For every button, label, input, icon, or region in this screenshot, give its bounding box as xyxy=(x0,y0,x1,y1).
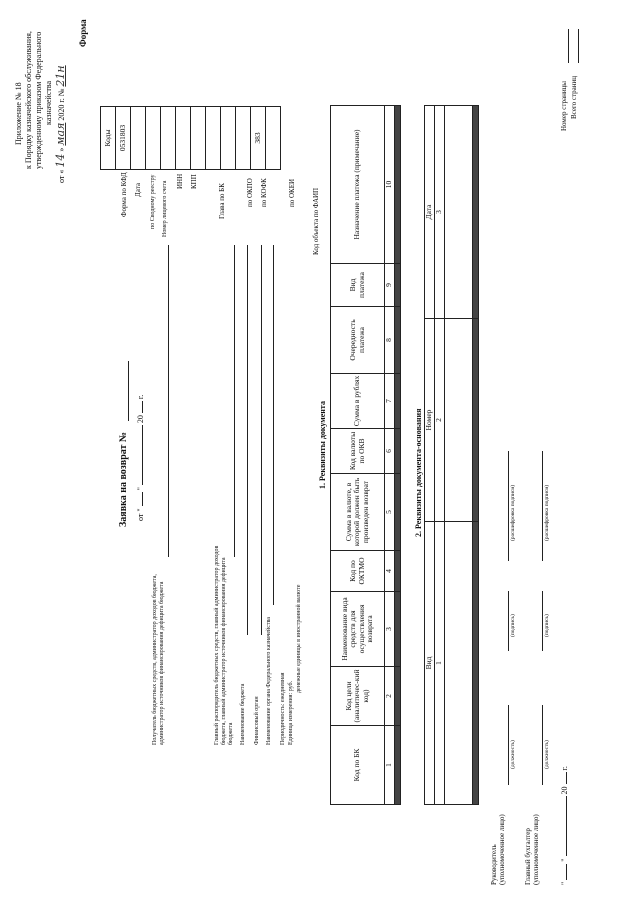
main-admin-label-2: бюджета, главный администратор источников финансирования дефицита xyxy=(221,557,227,745)
title-month-field[interactable] xyxy=(142,425,143,485)
col-num-5: 5 xyxy=(385,474,395,551)
col-header-okv: Код валюты по ОКВ xyxy=(331,429,385,474)
chief-label-2: (уполномоченное лицо) xyxy=(532,814,540,885)
label-bk-head: Глава по БК xyxy=(218,183,226,219)
label-inn: ИНН xyxy=(176,173,184,189)
total-pages-label: Всего страниц xyxy=(570,75,578,119)
date-prefix: от « xyxy=(57,169,66,183)
main-admin-field[interactable] xyxy=(234,245,235,557)
label-okpo: по ОКПО xyxy=(246,178,254,207)
sign-date-close: " xyxy=(560,858,569,862)
title-date-mid: " xyxy=(136,487,145,491)
sign-year-field[interactable] xyxy=(566,772,567,784)
s2-header-number: Номер xyxy=(425,319,435,522)
number-prefix: № xyxy=(57,88,66,97)
budget-name-field[interactable] xyxy=(247,245,248,635)
fin-organ-label: Финансовый орган xyxy=(254,696,260,745)
recipient-label-2: администратор источников финансирования дефицита бюджета xyxy=(159,581,165,745)
code-inn-value[interactable] xyxy=(176,107,191,170)
currency-note: денежные единицы в иностранной валюте xyxy=(296,584,302,693)
title-date-open: от " xyxy=(136,508,145,521)
col-num-7: 7 xyxy=(385,374,395,429)
col-num-3: 3 xyxy=(385,592,395,667)
title-g: г. xyxy=(136,394,145,400)
order-number: 21н xyxy=(54,65,67,87)
codes-header: Коды xyxy=(101,107,116,170)
col-num-4: 4 xyxy=(385,551,395,592)
col-header-purpose: Назначение платежа (примечание) xyxy=(331,106,385,264)
head-position-field[interactable] xyxy=(508,705,509,785)
col-header-target: Код цели (аналитичес-кий код) xyxy=(331,667,385,726)
budget-name-label: Наименование бюджета xyxy=(240,683,246,745)
section-2-title: 2. Реквизиты документа-основания xyxy=(414,408,423,537)
chief-decoding-caption: (расшифровка подписи) xyxy=(544,484,550,541)
recipient-label-1: Получатель бюджетных средств, администратор доходов бюджета, xyxy=(152,574,158,745)
col-num-2: 2 xyxy=(385,667,395,726)
head-label-2: (уполномоченное лицо) xyxy=(498,814,506,885)
sign-date-open: " xyxy=(560,881,569,885)
main-admin-label-1: Главный распорядитель бюджетных средств, главный администратор доходов xyxy=(214,545,220,745)
unit-label: Единица измерения: руб. xyxy=(288,680,294,745)
sign-month-field[interactable] xyxy=(566,796,567,856)
s2-num-1: 1 xyxy=(435,522,445,805)
head-signature-field[interactable] xyxy=(508,591,509,651)
code-registry-value[interactable] xyxy=(146,107,161,170)
section-1-data-row[interactable] xyxy=(395,106,401,805)
total-pages-field[interactable] xyxy=(578,29,579,63)
order-day: 14 xyxy=(54,153,67,168)
fin-organ-field[interactable] xyxy=(261,245,262,635)
title-year-field[interactable] xyxy=(142,401,143,413)
col-header-payment-type: Вид платежа xyxy=(331,264,385,307)
head-position-caption: (должность) xyxy=(510,740,516,769)
label-okud: Форма по КФД xyxy=(120,172,128,217)
label-date: Дата xyxy=(134,183,142,197)
label-okei: по ОКЕИ xyxy=(288,178,296,207)
code-faip-value[interactable] xyxy=(266,107,281,170)
code-okpo-value[interactable] xyxy=(221,107,236,170)
title-year-prefix: 20 xyxy=(136,415,145,424)
section-1-title: 1. Реквизиты документа xyxy=(318,401,327,489)
sign-year-prefix: 20 xyxy=(560,786,569,795)
s2-header-date: Дата xyxy=(425,106,435,319)
codes-table xyxy=(100,106,281,170)
s2-num-3: 3 xyxy=(435,106,445,319)
col-num-1: 1 xyxy=(385,726,395,805)
chief-signature-field[interactable] xyxy=(542,591,543,651)
order-month: мая xyxy=(54,122,67,146)
form-title: Заявка на возврат № xyxy=(118,432,129,527)
head-decoding-caption: (расшифровка подписи) xyxy=(510,484,516,541)
code-okud-value[interactable]: 0531803 xyxy=(116,107,131,170)
appendix-line-4: казначейства xyxy=(44,80,53,125)
label-faip: Код объекта по ФАИП xyxy=(312,187,320,255)
head-label-1: Руководитель xyxy=(490,844,498,885)
chief-label-1: Главный бухгалтер xyxy=(524,828,532,885)
title-day-field[interactable] xyxy=(142,492,143,506)
sign-day-field[interactable] xyxy=(566,864,567,880)
code-okei-value[interactable]: 383 xyxy=(251,107,266,170)
chief-position-field[interactable] xyxy=(542,705,543,785)
section-1-table xyxy=(330,105,401,805)
appendix-line-2: к Порядку казначейского обслуживания, xyxy=(24,31,33,169)
page-number-field[interactable] xyxy=(568,29,569,63)
chief-decoding-field[interactable] xyxy=(542,451,543,561)
code-kpp-value[interactable] xyxy=(191,107,206,170)
code-date-value[interactable] xyxy=(131,107,146,170)
col-num-6: 6 xyxy=(385,429,395,474)
code-account-value[interactable] xyxy=(161,107,176,170)
order-year: 2020 г. xyxy=(57,98,66,121)
col-num-8: 8 xyxy=(385,307,395,374)
fk-organ-label: Наименование органа Федерального казначейства xyxy=(266,617,272,745)
col-num-9: 9 xyxy=(385,264,395,307)
form-label: Форма xyxy=(78,19,88,47)
label-kofk: по КОФК xyxy=(260,178,268,207)
col-header-priority: Очередность платежа xyxy=(331,307,385,374)
col-header-bk: Код по БК xyxy=(331,726,385,805)
request-number-field[interactable] xyxy=(128,361,129,421)
chief-signature-caption: (подпись) xyxy=(544,614,550,637)
head-signature-caption: (подпись) xyxy=(510,614,516,637)
recipient-field[interactable] xyxy=(168,245,169,557)
label-registry: по Сводному реестру xyxy=(150,174,156,229)
col-header-fund-type: Наименование вида средств для осуществления возврата xyxy=(331,592,385,667)
appendix-line-1: Приложение № 18 xyxy=(14,82,23,145)
col-header-oktmo: Код по ОКТМО xyxy=(331,551,385,592)
sign-date-line xyxy=(560,766,569,885)
code-kofk-value[interactable] xyxy=(236,107,251,170)
periodicity-label: Периодичность: ежедневная xyxy=(280,672,286,745)
col-header-rub-sum: Сумма в рублях xyxy=(331,374,385,429)
code-bk-head-value[interactable] xyxy=(206,107,221,170)
main-admin-label-3: бюджета xyxy=(228,722,234,745)
s2-num-2: 2 xyxy=(435,319,445,522)
label-kpp: КПП xyxy=(190,174,198,189)
col-header-currency-sum: Сумма в валюте, в которой должен быть произведен возврат xyxy=(331,474,385,551)
page-number-label: Номер страницы xyxy=(560,80,568,131)
title-date-line xyxy=(136,395,145,521)
order-date-line: от « 14 » мая 2020 г. № 21н xyxy=(54,65,67,183)
head-decoding-field[interactable] xyxy=(508,451,509,561)
fk-organ-field[interactable] xyxy=(273,245,274,605)
section-2-table xyxy=(424,105,479,805)
col-num-10: 10 xyxy=(385,106,395,264)
s2-header-kind: Вид xyxy=(425,522,435,805)
chief-position-caption: (должность) xyxy=(544,740,550,769)
sign-g: г. xyxy=(560,766,569,771)
label-account: Номер лицевого счета xyxy=(162,180,168,237)
appendix-line-3: утвержденному приказом Федерального xyxy=(34,31,43,169)
section-2-data-row[interactable] xyxy=(444,106,472,805)
